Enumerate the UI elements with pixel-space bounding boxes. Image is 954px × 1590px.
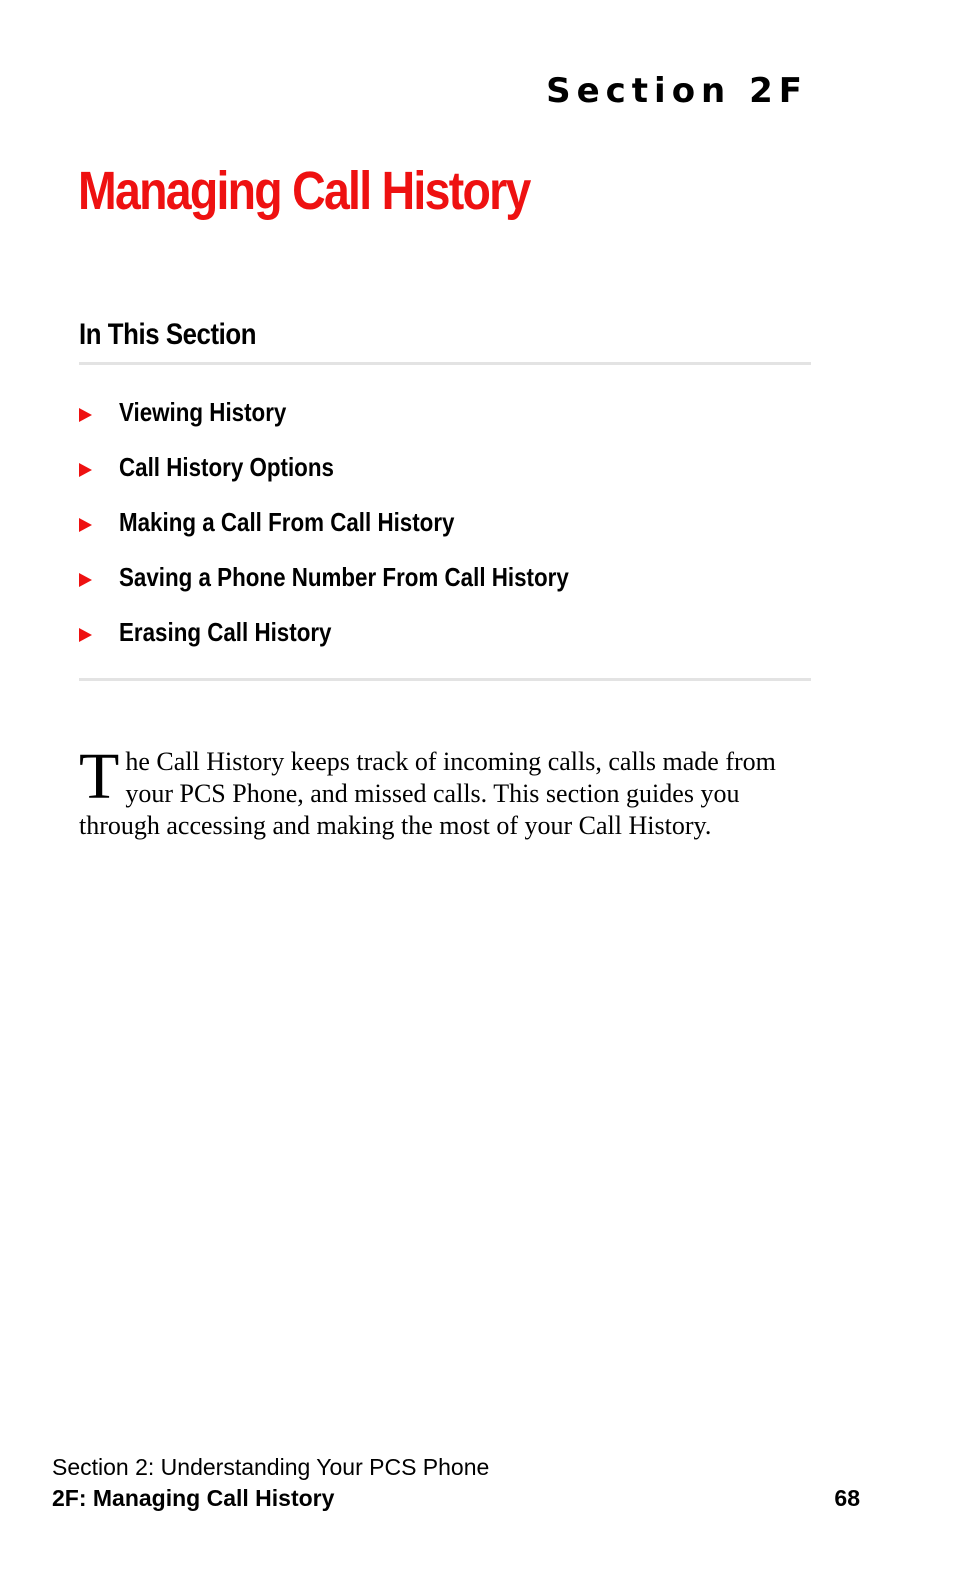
footer-section-name: Section 2: Understanding Your PCS Phone: [52, 1454, 490, 1480]
red-triangle-bullet-icon: [79, 628, 92, 642]
red-triangle-bullet-icon: [79, 518, 92, 532]
toc-item-label: Viewing History: [119, 396, 287, 427]
toc-item-erasing-call-history[interactable]: [79, 604, 642, 659]
intro-paragraph: [79, 740, 811, 842]
toc-item-making-a-call[interactable]: [79, 494, 642, 549]
red-triangle-bullet-icon: [79, 573, 92, 587]
intro-text: he Call History keeps track of incoming calls, calls made from your PCS Phone, and missed calls. This section guides you through accessing and making the most of your Call History.: [79, 747, 776, 840]
toc-top-divider: [79, 362, 811, 365]
toc-item-label: Saving a Phone Number From Call History: [119, 561, 569, 592]
page-title: Managing Call History: [78, 161, 530, 221]
toc-item-label: Making a Call From Call History: [119, 506, 455, 537]
footer-chapter-name: 2F: Managing Call History: [52, 1485, 335, 1511]
toc-list: [79, 384, 642, 659]
toc-heading: In This Section: [79, 318, 257, 351]
red-triangle-bullet-icon: [79, 463, 92, 477]
toc-item-label: Erasing Call History: [119, 616, 332, 647]
toc-item-label: Call History Options: [119, 451, 334, 482]
section-label: Section 2F: [546, 71, 808, 111]
toc-item-saving-a-phone-number[interactable]: [79, 549, 642, 604]
red-triangle-bullet-icon: [79, 408, 92, 422]
toc-item-call-history-options[interactable]: [79, 439, 642, 494]
toc-bottom-divider: [79, 678, 811, 681]
drop-cap: T: [79, 740, 120, 813]
page-number: 68: [834, 1485, 860, 1511]
toc-item-viewing-history[interactable]: [79, 384, 642, 439]
